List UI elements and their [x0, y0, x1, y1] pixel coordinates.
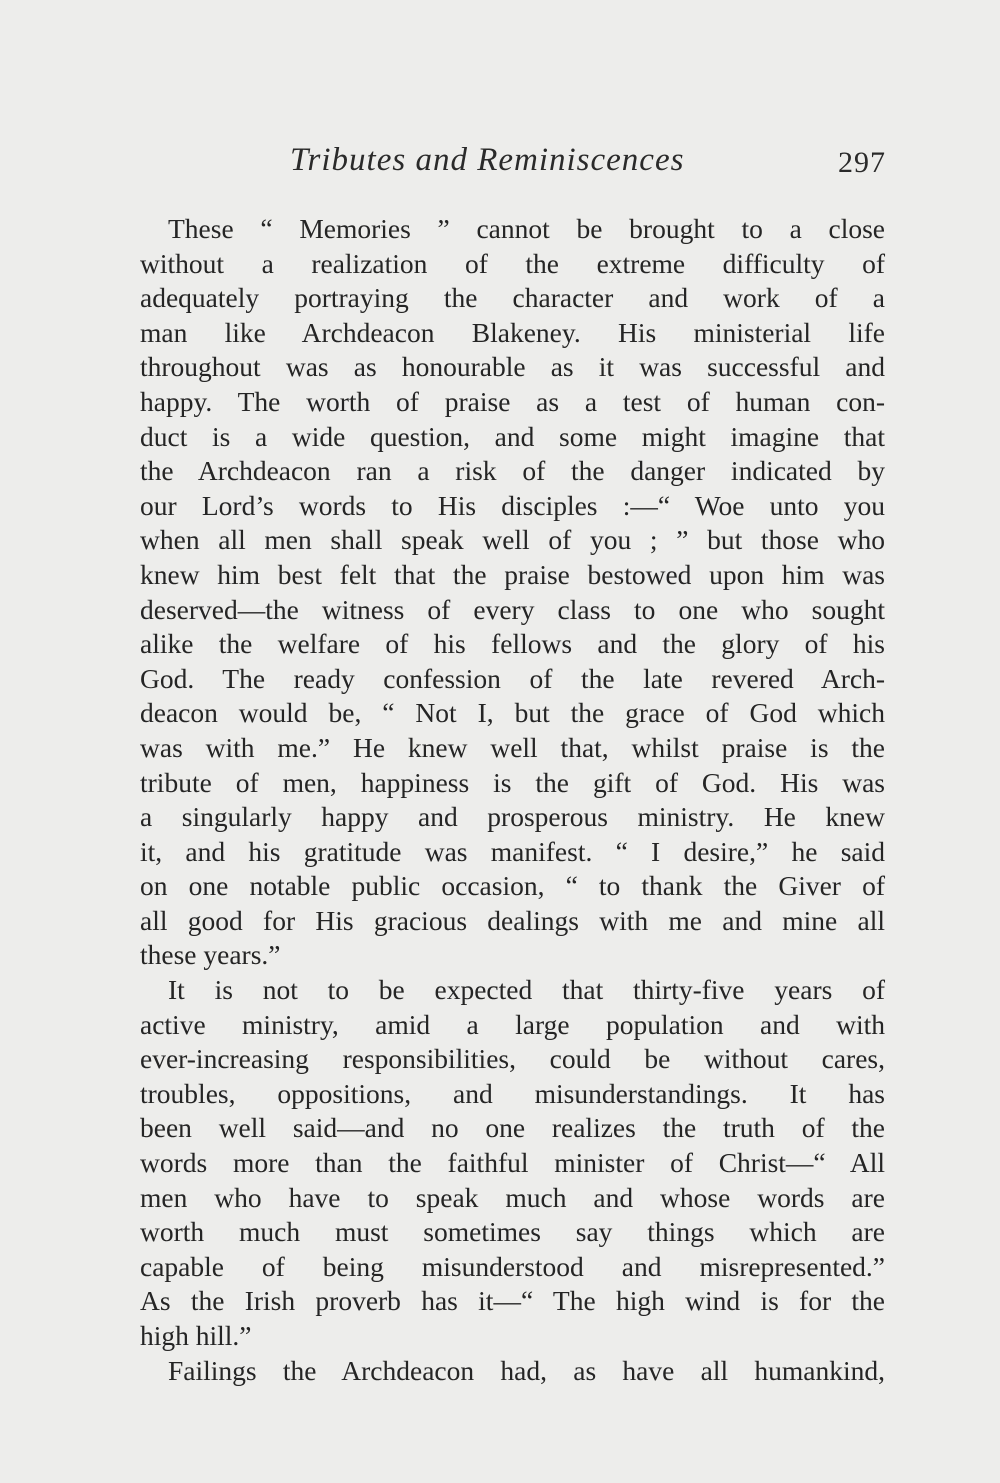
text-line: was with me.” He knew well that, whilst praise is the: [140, 731, 885, 763]
text-line: men who have to speak much and whose words are: [140, 1181, 885, 1213]
text-line: It is not to be expected that thirty-five years of: [168, 974, 885, 1006]
text-line: duct is a wide question, and some might imagine that: [140, 420, 885, 452]
text-line: adequately portraying the character and work of a: [140, 282, 885, 314]
text-line: Failings the Archdeacon had, as have all humankind,: [168, 1354, 885, 1386]
text-line: been well said—and no one realizes the truth of the: [140, 1112, 885, 1144]
text-line: a singularly happy and prosperous ministry. He knew: [140, 801, 885, 833]
text-line: alike the welfare of his fellows and the glory of his: [140, 628, 885, 660]
text-line: man like Archdeacon Blakeney. His ministerial life: [140, 316, 885, 348]
text-line: deacon would be, “ Not I, but the grace of God which: [140, 697, 885, 729]
text-line: knew him best felt that the praise bestowed upon him was: [140, 558, 885, 590]
text-line: active ministry, amid a large population and with: [140, 1008, 885, 1040]
text-line: these years.”: [140, 939, 281, 971]
text-line: ever-increasing responsibilities, could be without cares,: [140, 1043, 885, 1075]
page-number: 297: [838, 146, 886, 179]
text-line: it, and his gratitude was manifest. “ I desire,” he said: [140, 835, 885, 867]
text-line: words more than the faithful minister of Christ—“ All: [140, 1147, 885, 1179]
text-line: our Lord’s words to His disciples :—“ Woe unto you: [140, 489, 885, 521]
text-line: capable of being misunderstood and misrepresented.”: [140, 1250, 885, 1282]
text-line: happy. The worth of praise as a test of human con-: [140, 385, 885, 417]
text-line: worth much must sometimes say things which are: [140, 1216, 885, 1248]
text-line: troubles, oppositions, and misunderstandings. It has: [140, 1077, 885, 1109]
text-line: high hill.”: [140, 1320, 252, 1351]
text-line: all good for His gracious dealings with me and mine all: [140, 904, 885, 936]
text-line: the Archdeacon ran a risk of the danger indicated by: [140, 455, 885, 487]
text-line: when all men shall speak well of you ; ” but those who: [140, 524, 885, 556]
text-line: These “ Memories ” cannot be brought to a close: [168, 213, 885, 244]
body-text: [140, 212, 885, 1388]
text-line: deserved—the witness of every class to one who sought: [140, 593, 885, 625]
text-line: throughout was as honourable as it was successful and: [140, 351, 885, 383]
text-line: God. The ready confession of the late revered Arch-: [140, 662, 885, 694]
text-line: without a realization of the extreme difficulty of: [140, 247, 885, 279]
page-header: [0, 142, 1000, 192]
text-line: tribute of men, happiness is the gift of God. His was: [140, 766, 885, 798]
running-title: Tributes and Reminiscences: [290, 142, 685, 178]
text-line: As the Irish proverb has it—“ The high wind is for the: [140, 1285, 885, 1317]
text-line: on one notable public occasion, “ to thank the Giver of: [140, 870, 885, 902]
